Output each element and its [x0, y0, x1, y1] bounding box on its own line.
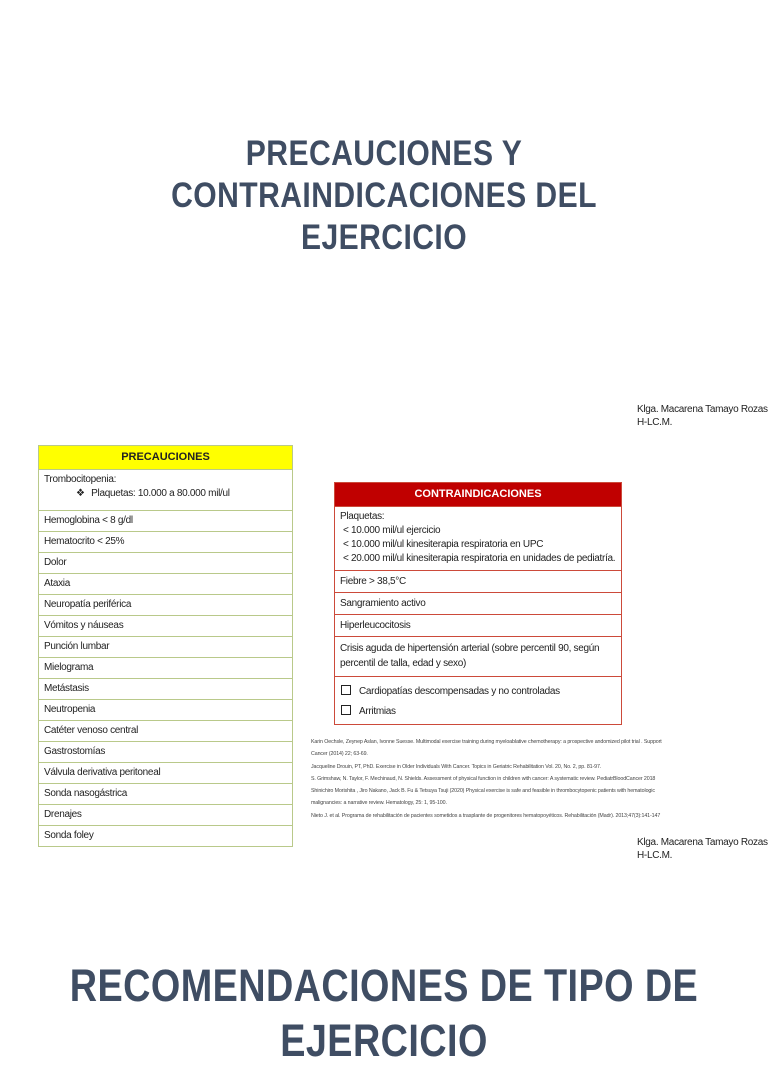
- precautions-table: [38, 445, 293, 847]
- reference-line: Cancer (2014) 22; 63-69.: [311, 751, 368, 758]
- checklist-item: Arritmias: [341, 702, 616, 722]
- reference-line: Shinichiro Morishita , Jiro Nakano, Jack B. Fu & Tetsuya Tsuji (2020) Physical exercise is safe and feasible in thrombocytopenic patients with hematologic: [311, 788, 655, 795]
- table-row: Neuropatía periférica: [39, 595, 292, 616]
- checkbox-icon: [341, 705, 351, 715]
- author-name: Klga. Macarena Tamayo Rozas: [637, 837, 768, 848]
- table-row: Válvula derivativa peritoneal: [39, 763, 292, 784]
- table-row: Hematocrito < 25%: [39, 532, 292, 553]
- table-row: Neutropenia: [39, 700, 292, 721]
- slide-title-2: [61, 958, 706, 1068]
- platelets-line: < 10.000 mil/ul ejercicio: [343, 525, 441, 536]
- table-row: Mielograma: [39, 658, 292, 679]
- author-institution: H-LC.M.: [637, 850, 673, 861]
- slide-title: [54, 133, 714, 259]
- title-line: EJERCICIO: [280, 1015, 488, 1066]
- table-row: [335, 506, 621, 570]
- table-row: Ataxia: [39, 574, 292, 595]
- table-row: Gastrostomías: [39, 742, 292, 763]
- reference-line: Jacqueline Drouin, PT, PhD. Exercise in Older Individuals With Cancer. Topics in Geriatric Rehabilitation Vol. 20, No. 2, pp. 81-97.: [311, 763, 602, 770]
- reference-line: Nieto J. et al. Programa de rehabilitación de pacientes sometidos a trasplante de progenitores hematopoyéticos. Rehabilitación (Madr). 2013;47(3):141-147: [311, 812, 661, 819]
- table-row: Crisis aguda de hipertensión arterial (sobre percentil 90, según percentil de talla, edad y sexo): [335, 636, 621, 676]
- table-row: Vómitos y náuseas: [39, 616, 292, 637]
- table-row: Dolor: [39, 553, 292, 574]
- row-sublabel: ❖ Plaquetas: 10.000 a 80.000 mil/ul: [76, 488, 230, 499]
- platelets-line: < 20.000 mil/ul kinesiterapia respiratoria en unidades de pediatría.: [343, 553, 616, 564]
- author-credit-top: [637, 403, 768, 429]
- checkbox-icon: [341, 685, 351, 695]
- title-line: EJERCICIO: [300, 218, 468, 257]
- table-row: Drenajes: [39, 805, 292, 826]
- table-row: Punción lumbar: [39, 637, 292, 658]
- checklist-item: Cardiopatías descompensadas y no controladas: [341, 682, 616, 702]
- title-line: PRECAUCIONES Y: [245, 134, 523, 173]
- table-row: Sonda foley: [44, 830, 94, 841]
- reference-line: S. Grimshaw, N. Taylor, F. Mechinaud, N. Shields. Assessment of physical function in children with cancer: A systematic review. PediatrBloodCancer 2018: [311, 775, 656, 782]
- table-row: Catéter venoso central: [39, 721, 292, 742]
- author-institution: H-LC.M.: [637, 417, 673, 428]
- table-row: [39, 470, 292, 511]
- platelets-line: < 10.000 mil/ul kinesiterapia respiratoria en UPC: [343, 539, 544, 550]
- row-label: Trombocitopenia:: [44, 474, 117, 485]
- contraindications-table: [334, 482, 622, 725]
- table-row: [335, 676, 621, 724]
- contraindications-header: CONTRAINDICACIONES: [335, 483, 621, 506]
- reference-line: Karin Oechsle, Zeynep Aslan, Ivonne Suesse. Multimodal exercise training during myeloablative chemotherapy: a prospective andomized pilot trial . Support: [311, 739, 662, 745]
- references: [311, 736, 731, 822]
- table-row: Hiperleucocitosis: [335, 614, 621, 636]
- author-credit-bottom: [637, 836, 768, 862]
- title-line: RECOMENDACIONES DE TIPO DE: [69, 960, 699, 1011]
- title-line: CONTRAINDICACIONES DEL: [171, 176, 597, 215]
- table-row: Metástasis: [39, 679, 292, 700]
- table-row: Fiebre > 38,5°C: [335, 570, 621, 592]
- table-row: Hemoglobina < 8 g/dl: [39, 511, 292, 532]
- reference-line: malignancies: a narrative review. Hematology, 25: 1, 95-100.: [311, 800, 447, 807]
- precautions-header: PRECAUCIONES: [39, 446, 292, 470]
- author-name: Klga. Macarena Tamayo Rozas: [637, 404, 768, 415]
- diamond-bullet-icon: ❖: [76, 488, 85, 499]
- table-row: Sonda nasogástrica: [39, 784, 292, 805]
- platelets-label: Plaquetas:: [340, 511, 385, 522]
- table-row: Sangramiento activo: [335, 592, 621, 614]
